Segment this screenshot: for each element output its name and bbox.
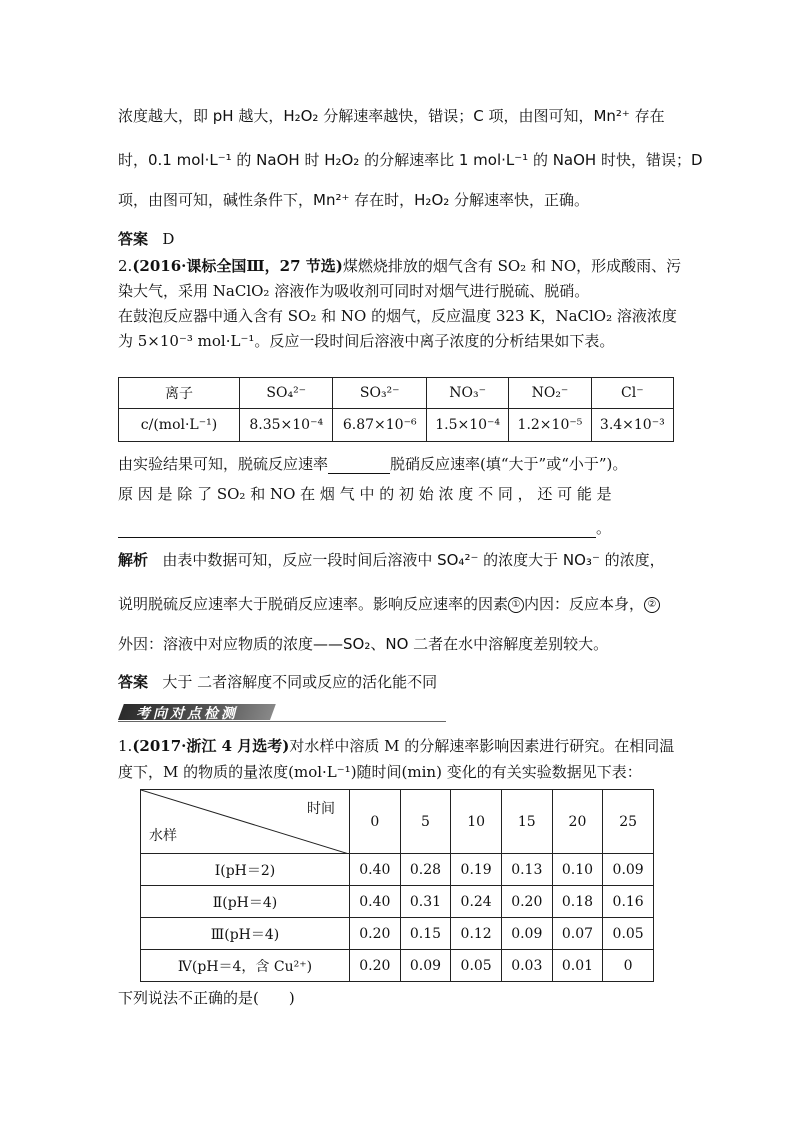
answer-blank-1[interactable] [328,457,390,474]
time-header: 0 [350,790,401,854]
analysis-line-1 [118,550,665,570]
analysis-line-2 [118,594,660,614]
corner-cell [141,790,350,854]
time-header: 5 [400,790,451,854]
table-cell: 0.40 [350,854,401,886]
q3-number: 1. [118,737,133,755]
row-label: Ⅲ(pH＝4) [141,918,350,950]
table-cell: 0.05 [603,918,654,950]
ion-header: NO₂⁻ [509,378,591,409]
analysis-label: 解析 [118,551,149,569]
analysis-line-2-b: 内因：反应本身， [524,595,645,613]
circled-number-1: ① [508,597,524,613]
q2-after-1-a: 由实验结果可知，脱硫反应速率 [118,455,329,473]
q2-source: (2016·课标全国Ⅲ，27 节选) [132,257,343,275]
banner-title: 考向对点检测 [136,706,238,722]
ion-value: 1.2×10⁻⁵ [509,409,591,442]
time-header: 20 [552,790,603,854]
corner-top-label: 时间 [307,801,335,817]
concentration-table [140,789,654,982]
q3-prompt: 下列说法不正确的是( ) [118,989,295,1007]
row-label: Ⅳ(pH＝4，含 Cu²⁺) [141,950,350,982]
banner-rule [118,721,446,722]
q3-source: (2017·浙江 4 月选考) [132,737,290,755]
corner-bottom-label: 水样 [149,828,177,844]
time-header: 25 [603,790,654,854]
ion-row-label: c/(mol·L⁻¹) [119,409,240,442]
table-cell: 0.40 [350,886,401,918]
circled-number-2: ② [644,597,660,613]
table-cell: 0.12 [451,918,502,950]
ion-header: NO₃⁻ [426,378,508,409]
table-cell: 0.09 [603,854,654,886]
ion-header: Cl⁻ [591,378,673,409]
answer-blank-2[interactable] [118,521,596,538]
table-cell: 0.19 [451,854,502,886]
q2-line-4: 为 5×10⁻³ mol·L⁻¹。反应一段时间后溶液中离子浓度的分析结果如下表。 [118,332,615,350]
ion-table-header-row [119,378,674,409]
table-cell: 0.01 [552,950,603,982]
ion-value: 1.5×10⁻⁴ [426,409,508,442]
table-cell: 0.15 [400,918,451,950]
q2-after-3-end: 。 [596,519,612,537]
ion-value: 6.87×10⁻⁶ [333,409,426,442]
table-row [141,854,654,886]
ion-table-value-row [119,409,674,442]
table-cell: 0.10 [552,854,603,886]
q2-line-1-text: 煤燃烧排放的烟气含有 SO₂ 和 NO，形成酸雨、污 [342,257,682,275]
intro-line-1: 浓度越大，即 pH 越大，H₂O₂ 分解速率越快，错误；C 项，由图可知，Mn²⁺ 存在 [118,107,665,125]
q2-line-1 [118,256,681,276]
table-row [141,950,654,982]
table-cell: 0.09 [400,950,451,982]
q3-line-2: 度下，M 的物质的量浓度(mol·L⁻¹)随时间(min) 变化的有关实验数据见下表： [118,763,642,781]
table-cell: 0.18 [552,886,603,918]
q3-line-1 [118,736,674,756]
answer-2-value: 大于 二者溶解度不同或反应的活化能不同 [162,673,438,691]
q2-after-1-b: 脱硝反应速率(填“大于”或“小于”)。 [390,455,628,473]
table-cell: 0.20 [501,886,552,918]
q2-after-1 [118,454,627,474]
intro-line-3: 项，由图可知，碱性条件下，Mn²⁺ 存在时，H₂O₂ 分解速率快，正确。 [118,191,590,209]
ion-header: SO₄²⁻ [240,378,333,409]
analysis-line-3: 外因：溶液中对应物质的浓度——SO₂、NO 二者在水中溶解度差别较大。 [118,635,609,653]
table-cell: 0.09 [501,918,552,950]
table-cell: 0.20 [350,918,401,950]
table-cell: 0.24 [451,886,502,918]
table-cell: 0.28 [400,854,451,886]
q2-after-2: 原 因 是 除 了 SO₂ 和 NO 在 烟 气 中 的 初 始 浓 度 不 同 ， 还 可 能 是 [118,485,612,503]
table-cell: 0.07 [552,918,603,950]
table-cell: 0.13 [501,854,552,886]
table-cell: 0.05 [451,950,502,982]
table-cell: 0 [603,950,654,982]
row-label: Ⅰ(pH＝2) [141,854,350,886]
q2-after-3 [118,518,611,538]
table-cell: 0.03 [501,950,552,982]
ion-value: 8.35×10⁻⁴ [240,409,333,442]
time-header: 15 [501,790,552,854]
table-cell: 0.20 [350,950,401,982]
q2-number: 2. [118,257,133,275]
table-row [141,918,654,950]
answer-1-label: 答案 [118,230,149,248]
intro-line-2: 时，0.1 mol·L⁻¹ 的 NaOH 时 H₂O₂ 的分解速率比 1 mol·L⁻¹ 的 NaOH 时快，错误；D [118,151,703,169]
answer-2-label: 答案 [118,673,149,691]
analysis-line-1-text: 由表中数据可知，反应一段时间后溶液中 SO₄²⁻ 的浓度大于 NO₃⁻ 的浓度， [162,551,665,569]
concentration-header-row [141,790,654,854]
ion-header-label: 离子 [119,378,240,409]
table-cell: 0.16 [603,886,654,918]
analysis-line-2-a: 说明脱硫反应速率大于脱硝反应速率。影响反应速率的因素 [118,595,509,613]
time-header: 10 [451,790,502,854]
section-banner [118,702,446,724]
ion-table [118,377,674,442]
answer-1 [118,229,174,249]
q3-line-1-text: 对水样中溶质 M 的分解速率影响因素进行研究。在相同温 [289,737,675,755]
answer-1-value: D [162,230,175,248]
q2-line-2: 染大气，采用 NaClO₂ 溶液作为吸收剂可同时对烟气进行脱硫、脱硝。 [118,282,590,300]
q2-line-3: 在鼓泡反应器中通入含有 SO₂ 和 NO 的烟气，反应温度 323 K，NaClO₂ 溶液浓度 [118,307,677,325]
table-row [141,886,654,918]
answer-2 [118,672,437,692]
ion-value: 3.4×10⁻³ [591,409,673,442]
ion-header: SO₃²⁻ [333,378,426,409]
table-cell: 0.31 [400,886,451,918]
row-label: Ⅱ(pH＝4) [141,886,350,918]
